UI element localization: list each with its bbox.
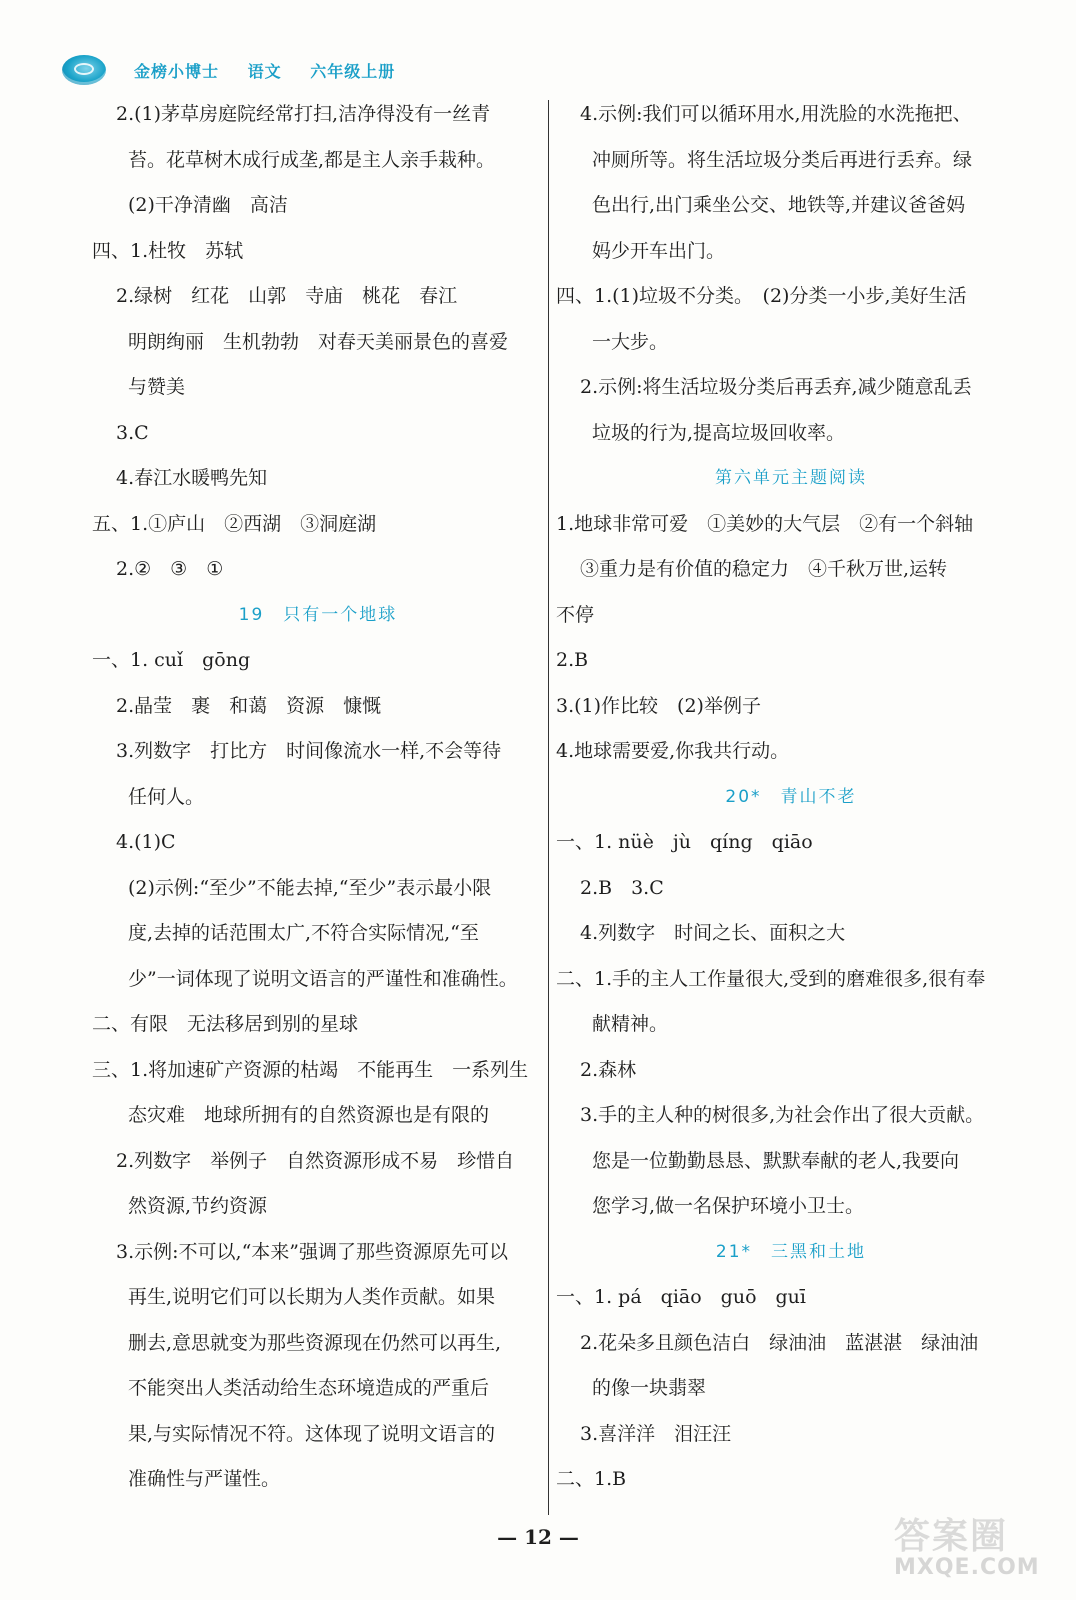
section-heading: 21* 三黑和土地	[715, 1241, 867, 1262]
page-header	[62, 52, 417, 88]
brand-name: 金榜小博士	[134, 61, 220, 81]
answer-line: 四、1.(1)垃圾不分类。 (2)分类一小步,美好生活	[556, 285, 967, 307]
watermark-title: 答案圈	[894, 1516, 1009, 1557]
answer-line: 您是一位勤勤恳恳、默默奉献的老人,我要向	[592, 1149, 960, 1172]
answer-line: 4.地球需要爱,你我共行动。	[556, 740, 790, 762]
answer-line: 二、1.手的主人工作量很大,受到的磨难很多,很有奉	[556, 967, 986, 990]
answer-line: 2.森林	[580, 1058, 637, 1081]
left-column	[92, 92, 544, 1503]
page-number: — 12 —	[497, 1525, 579, 1549]
answer-line: 二、1.B	[556, 1468, 627, 1490]
answer-line: 三、1.将加速矿产资源的枯竭 不能再生 一系列生	[92, 1058, 529, 1081]
answer-line: 色出行,出门乘坐公交、地铁等,并建议爸爸妈	[592, 194, 966, 216]
answer-line: 2.列数字 举例子 自然资源形成不易 珍惜自	[116, 1149, 515, 1172]
answer-line: 明朗绚丽 生机勃勃 对春天美丽景色的喜爱	[128, 330, 509, 353]
answer-line: 献精神。	[592, 1013, 669, 1035]
section-heading: 第六单元主题阅读	[715, 468, 867, 488]
section-heading: 19 只有一个地球	[238, 604, 398, 625]
answer-line: 垃圾的行为,提高垃圾回收率。	[592, 421, 846, 444]
watermark-url: MXQE.COM	[894, 1555, 1040, 1580]
answer-line: 3.C	[116, 421, 149, 444]
answer-line: (2)干净清幽 高洁	[128, 194, 288, 216]
answer-line: 一、1. nüè jù qíng qiāo	[556, 831, 813, 853]
answer-line: 然资源,节约资源	[128, 1195, 268, 1217]
answer-line: 3.列数字 打比方 时间像流水一样,不会等待	[116, 740, 502, 762]
answer-line: 2.示例:将生活垃圾分类后再丢弃,减少随意乱丢	[580, 376, 972, 398]
answer-line: 一大步。	[592, 330, 669, 353]
answer-line: 2.B 3.C	[580, 876, 664, 899]
answer-line: 4.(1)C	[116, 831, 176, 853]
answer-line: 一、1. pá qiāo guō guī	[556, 1286, 806, 1308]
answer-line: 2.(1)茅草房庭院经常打扫,洁净得没有一丝青	[116, 103, 491, 125]
subject-name: 语文	[247, 61, 282, 81]
answer-line: 3.喜洋洋 泪汪汪	[580, 1422, 732, 1445]
answer-line: 准确性与严谨性。	[128, 1468, 281, 1490]
column-divider	[548, 100, 549, 1515]
answer-line: 2.晶莹 裹 和蔼 资源 慷慨	[116, 694, 382, 717]
answer-line: 的像一块翡翠	[592, 1377, 707, 1399]
answer-line: 不能突出人类活动给生态环境造成的严重后	[128, 1377, 490, 1399]
answer-line: 4.示例:我们可以循环用水,用洗脸的水洗拖把、	[580, 103, 972, 125]
answer-line: 2.花朵多且颜色洁白 绿油油 蓝湛湛 绿油油	[580, 1331, 979, 1354]
answer-line: 少”一词体现了说明文语言的严谨性和准确性。	[128, 967, 518, 990]
watermark	[894, 1508, 1058, 1594]
answer-line: 4.列数字 时间之长、面积之大	[580, 922, 846, 944]
answer-line: 五、1.①庐山 ②西湖 ③洞庭湖	[92, 512, 377, 535]
answer-line: 妈少开车出门。	[592, 239, 726, 262]
right-column	[556, 92, 1026, 1503]
answer-line: 果,与实际情况不符。这体现了说明文语言的	[128, 1422, 496, 1445]
answer-line: 度,去掉的话范围太广,不符合实际情况,“至	[128, 922, 479, 944]
section-heading: 20* 青山不老	[725, 786, 857, 807]
answer-line: 再生,说明它们可以长期为人类作贡献。如果	[128, 1286, 496, 1308]
answer-line: 3.手的主人种的树很多,为社会作出了很大贡献。	[580, 1104, 985, 1126]
answer-line: 删去,意思就变为那些资源现在仍然可以再生,	[128, 1331, 502, 1354]
answer-line: 2.② ③ ①	[116, 558, 224, 580]
brand-logo-icon	[62, 55, 106, 85]
answer-line: 苔。花草树木成行成垄,都是主人亲手栽种。	[128, 148, 496, 171]
answer-line: 任何人。	[128, 785, 205, 808]
answer-line: 与赞美	[128, 376, 186, 398]
answer-line: 4.春江水暖鸭先知	[116, 467, 268, 489]
answer-line: 四、1.杜牧 苏轼	[92, 239, 244, 262]
header-text	[134, 59, 417, 82]
answer-line: 2.B	[556, 649, 589, 671]
answer-line: 3.示例:不可以,“本来”强调了那些资源原先可以	[116, 1240, 508, 1263]
answer-line: 2.绿树 红花 山郭 寺庙 桃花 春江	[116, 285, 458, 307]
answer-line: 态灾难 地球所拥有的自然资源也是有限的	[128, 1104, 490, 1126]
answer-line: 不停	[556, 603, 595, 626]
answer-line: 3.(1)作比较 (2)举例子	[556, 694, 761, 717]
answer-line: 1.地球非常可爱 ①美妙的大气层 ②有一个斜轴	[556, 512, 974, 535]
grade-name: 六年级上册	[310, 61, 396, 81]
answer-line: 您学习,做一名保护环境小卫士。	[592, 1195, 865, 1217]
answer-line: 一、1. cuǐ gōng	[92, 649, 251, 671]
answer-line: 二、有限 无法移居到别的星球	[92, 1013, 359, 1035]
answer-line: (2)示例:“至少”不能去掉,“至少”表示最小限	[128, 876, 492, 899]
answer-line: ③重力是有价值的稳定力 ④千秋万世,运转	[580, 558, 948, 580]
answer-line: 冲厕所等。将生活垃圾分类后再进行丢弃。绿	[592, 148, 973, 171]
